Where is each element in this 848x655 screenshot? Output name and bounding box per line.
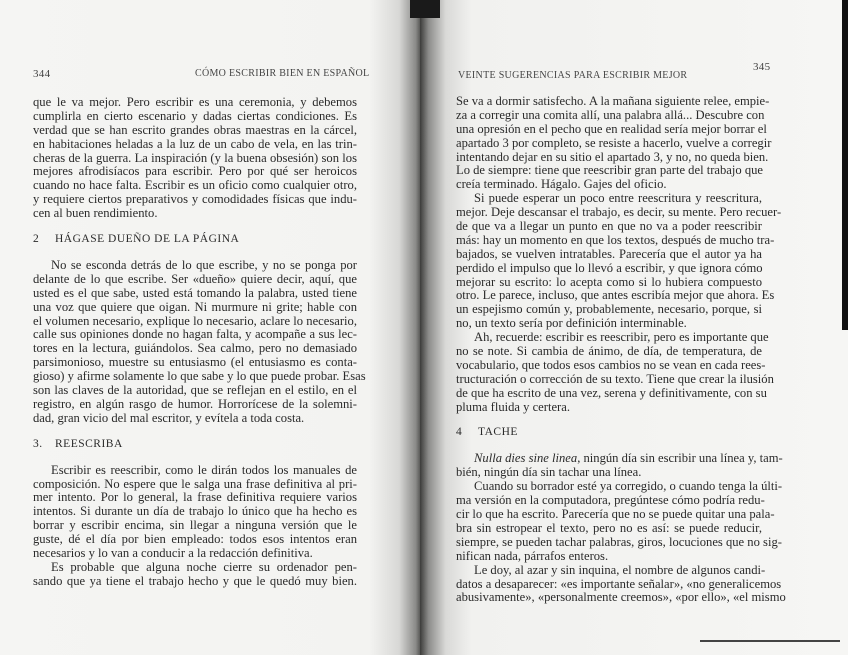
text-line: bién, ningún día sin tachar una línea. (456, 465, 642, 480)
right-page-body (456, 94, 786, 605)
paragraph (33, 258, 366, 426)
page-number: 345 (753, 61, 771, 73)
text-line: parsimonioso, muestre su entusiasmo (el entusiasmo es conta- (33, 355, 357, 370)
text-line: Ah, recuerde: escribir es reescribir, pero es importante que (474, 330, 769, 345)
section-heading (456, 426, 762, 440)
text-line: bajados, se vuelven intratables. Parecería que el autor ya ha (456, 246, 762, 261)
text-line: creía terminado. Hágalo. Gajes del oficio. (456, 177, 667, 192)
text-line: una voz que quiere que oigan. Ni murmure ni grite; hable con (33, 299, 357, 314)
section-title: HÁGASE DUEÑO DE LA PÁGINA (55, 233, 240, 246)
text-line: No se esconda detrás de lo que escribe, y no se ponga por (51, 258, 357, 273)
text-line: datos a desaparecer: «es importante señalar», «no generalicemos (456, 576, 782, 591)
text-line: no se note. Si cambia de ánimo, de día, de temperatura, de (456, 344, 762, 359)
paragraph (456, 94, 772, 192)
paragraph (456, 330, 774, 414)
text-line: delante de lo que escribe. Ser «dueño» quiere decir, aquí, que (33, 271, 357, 286)
text-line: ma versión en la computadora, pregúntese cómo podría redu- (456, 493, 765, 508)
text-line: borrar y escribir encima, sin llegar a ninguna versión que le (33, 518, 357, 533)
text-line: composición. No espere que le salga una frase definitiva al pri- (33, 476, 357, 491)
section-heading (33, 438, 357, 452)
text-line: guste, dé el día por bien empleado: todos esos intentos eran (33, 532, 357, 547)
paragraph (456, 451, 783, 480)
text-line: siempre, se pueden tachar palabras, giros, locuciones que no sig- (456, 534, 782, 549)
section-title: TACHE (478, 426, 518, 439)
running-head: VEINTE SUGERENCIAS PARA ESCRIBIR MEJOR (458, 70, 688, 81)
text-line: Lo de siempre: tiene que reescribir gran parte del trabajo que (456, 163, 764, 178)
text-line: son las claves de la autoridad, que se reflejan en el estilo, en el (33, 383, 357, 398)
text-line: en habitaciones heladas a la luz de un cabo de vela, en las trin- (33, 136, 357, 151)
text-line: intentos. Si durante un día de trabajo lo único que ha hecho es (33, 504, 357, 519)
text-line: mer intento. Por lo general, la frase definitiva requiere varios (33, 490, 357, 505)
text-line: cheras de la guerra. La inspiración (y la buena obsesión) son los (33, 150, 357, 165)
text-line: y requiere ciertos preparativos y comodidades físicas que indu- (33, 192, 357, 207)
text-line: cir lo que ha escrito. Parecería que no se puede quitar una pala- (456, 507, 775, 522)
page-number: 344 (33, 68, 51, 80)
text-line: que le va mejor. Pero escribir es una ceremonia, y debemos (33, 95, 357, 109)
text-line: Si puede esperar un poco entre reescritura y reescritura, (474, 191, 762, 206)
text-line: Es probable que alguna noche cierre su ordenador pen- (51, 559, 357, 574)
text-line: cumplirla en cierto escenario y dadas ciertas condiciones. Es (33, 108, 357, 123)
text-line: Se va a dormir satisfecho. A la mañana siguiente relee, empie- (456, 94, 770, 108)
text-line: un espejismo común y, probablemente, necesario, porque, si (456, 302, 762, 317)
paragraph (456, 191, 782, 331)
text-line: cen al buen rendimiento. (33, 206, 158, 221)
text-line: intentando dejar en su sitio el apartado 3, y no, no queda bien. (456, 149, 769, 164)
text-line (456, 451, 783, 466)
latin-phrase: Nulla dies sine linea (474, 451, 578, 466)
text-line: mejores afrodisíacos para escribir. Pero por qué ser heroicos (33, 164, 357, 179)
left-page-body (33, 95, 366, 589)
text-line: el volumen necesario, explique lo necesario, aclare lo necesario, (33, 313, 357, 328)
text-line: usted es el que sabe, usted está tomando la palabra, usted tiene (33, 285, 357, 300)
page-edge-line (700, 640, 840, 642)
paragraph (33, 96, 357, 221)
right-page (420, 0, 848, 655)
text-line: Le doy, al azar y sin inquina, el nombre de algunos candi- (474, 562, 766, 577)
section-number: 4 (456, 426, 463, 439)
paragraph (33, 464, 357, 561)
text-line: mejor. Deje descansar el trabajo, es decir, su mente. Pero recuer- (456, 205, 782, 220)
text-line: de que va a llegar un punto en que no va a poder reescribir (456, 219, 762, 234)
running-head: CÓMO ESCRIBIR BIEN EN ESPAÑOL (195, 68, 370, 79)
section-number: 2 (33, 233, 40, 246)
text-line: cuando no hace falta. Escribir es un oficio como cualquier otro, (33, 178, 357, 193)
text-line: verdad que se han escrito grandes obras maestras en la cárcel, (33, 122, 357, 137)
text-line: apartado 3 por completo, se resiste a hacerlo, vuelve a corregir (456, 135, 772, 150)
text-line: necesarios y lo van a conducir a la redacción definitiva. (33, 546, 313, 561)
section-number: 3. (33, 437, 43, 450)
text-line: Cuando su borrador esté ya corregido, o cuando tenga la últi- (474, 479, 783, 494)
text-line: vocabulario, que todos esos cambios no se vean en cada rees- (456, 357, 766, 372)
text-line: za a corregir una comita allí, una palabra allá... Descubre con (456, 107, 765, 122)
text-line: tores en la lectura, guiándolos. Sea calmo, pero no demasiado (33, 341, 357, 356)
text-line: bra sin estropear el texto, pero no es así: se puede reducir, (456, 520, 762, 535)
text-line: pluma fluida y certera. (456, 399, 570, 414)
text-line: tructuración o corrección de su texto. Tiene que crear la ilusión (456, 371, 774, 386)
left-page (0, 0, 420, 655)
text-line: más: hay un momento en que los textos, después de mucho tra- (456, 232, 775, 247)
text-line-rest: , ningún día sin escribir una línea y, tam- (577, 451, 783, 466)
text-line: de que ha escrito de una vez, serena y definitivamente, con su (456, 385, 767, 400)
text-line: calle sus opiniones donde no hagan falta, y acompañe a sus lec- (33, 327, 357, 342)
scan-gutter-shadow (410, 0, 440, 18)
text-line: nifican nada, párrafos enteros. (456, 548, 609, 563)
text-line: dad, gran vicio del mal escritor, y evítela a toda costa. (33, 410, 305, 425)
text-line: gioso) y afirme solamente lo que sabe y lo que puede probar. Esas (33, 369, 366, 384)
text-line: Escribir es reescribir, como le dirán todos los manuales de (51, 462, 357, 477)
paragraph (456, 479, 783, 563)
text-line: otro. Le parece, incluso, que antes escribía mejor que ahora. Es (456, 288, 775, 303)
paragraph (33, 561, 357, 589)
text-line: registro, en algún rasgo de humor. Horrorícese de la solemni- (33, 396, 357, 411)
text-line: perdido el impulso que lo llevó a escribir, y que ignora cómo (456, 260, 763, 275)
text-line: una opresión en el pecho que en realidad sería mejor borrar el (456, 121, 767, 136)
text-line: mejorar su escrito: lo acepta como si lo hubiera compuesto (456, 274, 762, 289)
text-line: sando que ya tiene el trabajo hecho y que le quedó muy bien. (33, 573, 357, 588)
paragraph (456, 562, 786, 606)
section-heading (33, 233, 357, 247)
section-title: REESCRIBA (55, 437, 123, 450)
text-line: abusivamente», «personalmente creemos», «por ello», «el mismo (456, 590, 786, 605)
text-line: no, un texto sería por definición interminable. (456, 316, 687, 331)
